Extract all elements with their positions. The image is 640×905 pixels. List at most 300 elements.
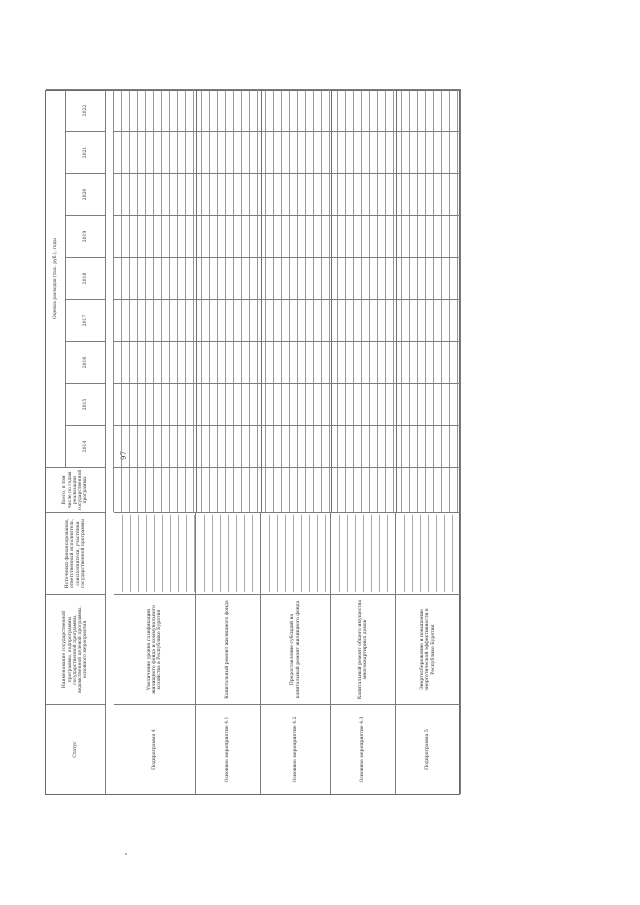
value-cell — [450, 426, 458, 467]
value-cell — [122, 384, 130, 425]
value-cell — [338, 216, 346, 257]
value-cell — [186, 174, 194, 215]
value-cell — [258, 426, 266, 467]
value-cell — [178, 258, 186, 299]
value-cell — [242, 174, 250, 215]
value-cell — [154, 426, 162, 467]
value-cell — [122, 174, 130, 215]
header-year: 2018 — [66, 257, 106, 299]
value-cell — [202, 342, 210, 383]
value-cell — [170, 342, 178, 383]
value-cell — [434, 342, 442, 383]
value-cell — [122, 216, 130, 257]
value-cell — [250, 384, 258, 425]
value-cell — [178, 426, 186, 467]
value-cell — [346, 300, 354, 341]
value-cell — [314, 342, 322, 383]
value-cell — [202, 300, 210, 341]
value-cell — [250, 426, 258, 467]
value-cell — [162, 216, 170, 257]
value-cell — [426, 426, 434, 467]
value-cell — [434, 258, 442, 299]
value-cell — [370, 384, 378, 425]
value-cell — [250, 258, 258, 299]
total-column — [114, 467, 461, 512]
year-column — [114, 341, 461, 383]
value-cell — [218, 426, 226, 467]
row-separator — [196, 89, 197, 512]
value-cell — [290, 384, 298, 425]
value-cell — [130, 384, 138, 425]
value-cell — [370, 90, 378, 131]
value-cell — [298, 468, 306, 512]
scan-speck — [125, 853, 127, 855]
value-cell — [162, 90, 170, 131]
value-cell — [378, 384, 386, 425]
value-cell — [378, 426, 386, 467]
value-cell — [122, 342, 130, 383]
value-cell — [418, 384, 426, 425]
row-name: Предоставление субсидий на капитальный ремонт жилищного фонда — [261, 594, 331, 704]
value-cell — [266, 384, 274, 425]
value-cell — [154, 300, 162, 341]
value-cell — [130, 174, 138, 215]
value-cell — [186, 426, 194, 467]
value-cell — [242, 342, 250, 383]
value-cell — [346, 216, 354, 257]
value-cell — [122, 300, 130, 341]
value-cell — [314, 174, 322, 215]
value-cell — [122, 468, 130, 512]
value-cell — [138, 132, 146, 173]
value-cell — [306, 468, 314, 512]
value-cell — [226, 426, 234, 467]
value-cell — [258, 384, 266, 425]
value-cell — [122, 426, 130, 467]
year-column — [114, 383, 461, 425]
value-cell — [154, 342, 162, 383]
year-column — [114, 257, 461, 299]
value-cell — [266, 174, 274, 215]
value-cell — [258, 468, 266, 512]
value-cell — [186, 384, 194, 425]
value-cell — [434, 426, 442, 467]
value-cell — [170, 258, 178, 299]
value-cell — [178, 342, 186, 383]
value-cell — [458, 90, 461, 131]
value-cell — [138, 174, 146, 215]
value-cell — [218, 258, 226, 299]
value-cell — [210, 300, 218, 341]
value-cell — [346, 468, 354, 512]
value-cell — [234, 216, 242, 257]
row-separator — [331, 89, 332, 512]
header-name: Наименование государственной программы, подпрограммы государственной программы, ведомственной целевой программы, основного мероприятия — [46, 594, 106, 704]
value-cell — [362, 174, 370, 215]
value-cell — [442, 426, 450, 467]
value-cell — [234, 426, 242, 467]
value-cell — [402, 132, 410, 173]
value-cell — [242, 132, 250, 173]
value-cell — [322, 132, 330, 173]
value-cell — [138, 90, 146, 131]
value-cell — [314, 426, 322, 467]
value-cell — [274, 258, 282, 299]
value-cell — [266, 90, 274, 131]
value-cell — [170, 384, 178, 425]
value-cell — [410, 132, 418, 173]
year-column — [114, 89, 461, 131]
value-cell — [266, 258, 274, 299]
value-cell — [362, 342, 370, 383]
value-cell — [218, 216, 226, 257]
value-cell — [450, 468, 458, 512]
value-cell — [138, 216, 146, 257]
value-cell — [226, 258, 234, 299]
row-name: Капитальный ремонт жилищного фонда — [196, 594, 261, 704]
value-cell — [146, 426, 154, 467]
value-cell — [218, 90, 226, 131]
value-cell — [410, 384, 418, 425]
value-cell — [402, 90, 410, 131]
value-cell — [282, 174, 290, 215]
value-cell — [162, 342, 170, 383]
value-cell — [234, 258, 242, 299]
value-cell — [354, 258, 362, 299]
value-cell — [242, 384, 250, 425]
value-cell — [130, 300, 138, 341]
value-cell — [290, 216, 298, 257]
value-cell — [154, 174, 162, 215]
value-cell — [282, 216, 290, 257]
value-cell — [122, 132, 130, 173]
value-cell — [178, 468, 186, 512]
value-cell — [210, 384, 218, 425]
value-cell — [210, 216, 218, 257]
rotated-table-wrapper — [45, 90, 460, 795]
year-column — [114, 173, 461, 215]
value-cell — [258, 258, 266, 299]
value-cell — [306, 258, 314, 299]
value-cell — [338, 342, 346, 383]
value-cell — [210, 468, 218, 512]
value-cell — [186, 258, 194, 299]
value-cell — [346, 342, 354, 383]
value-cell — [186, 132, 194, 173]
value-cell — [146, 468, 154, 512]
value-cell — [426, 342, 434, 383]
value-cell — [170, 174, 178, 215]
header-sources: Источники финансирования, ответственный исполнитель, соисполнители, участники государственной программы — [46, 512, 106, 594]
value-cell — [450, 300, 458, 341]
value-cell — [114, 174, 122, 215]
row-name: Капитальный ремонт общего имущества многоквартирных домов — [331, 594, 396, 704]
value-cell — [306, 132, 314, 173]
value-cell — [154, 216, 162, 257]
value-cell — [290, 426, 298, 467]
value-cell — [226, 342, 234, 383]
value-cell — [114, 258, 122, 299]
value-cell — [274, 90, 282, 131]
value-cell — [258, 216, 266, 257]
value-cell — [298, 426, 306, 467]
value-cell — [202, 258, 210, 299]
value-cell — [202, 468, 210, 512]
value-cell — [410, 174, 418, 215]
value-cell — [130, 342, 138, 383]
year-column — [114, 299, 461, 341]
value-cell — [290, 132, 298, 173]
value-cell — [354, 300, 362, 341]
value-cell — [146, 300, 154, 341]
value-cell — [450, 90, 458, 131]
value-cell — [178, 132, 186, 173]
value-cell — [210, 342, 218, 383]
value-cell — [242, 216, 250, 257]
value-cell — [402, 258, 410, 299]
value-cell — [226, 216, 234, 257]
value-cell — [234, 90, 242, 131]
value-cell — [162, 174, 170, 215]
value-cell — [410, 342, 418, 383]
value-cell — [314, 468, 322, 512]
value-cell — [458, 468, 461, 512]
value-cell — [250, 216, 258, 257]
value-cell — [306, 174, 314, 215]
header-total: Всего, в том числе по годам реализации государственной программы — [46, 467, 106, 512]
value-cell — [418, 174, 426, 215]
value-cell — [322, 426, 330, 467]
value-cell — [266, 468, 274, 512]
value-cell — [218, 132, 226, 173]
row-sources — [331, 512, 396, 594]
value-cell — [162, 258, 170, 299]
value-cell — [282, 342, 290, 383]
value-cell — [442, 258, 450, 299]
value-cell — [418, 300, 426, 341]
value-cell — [266, 426, 274, 467]
value-cell — [298, 342, 306, 383]
value-cell — [442, 300, 450, 341]
value-cell — [442, 174, 450, 215]
value-cell — [178, 174, 186, 215]
page-number: 97 — [120, 451, 128, 460]
value-cell — [162, 384, 170, 425]
value-cell — [234, 132, 242, 173]
value-cell — [138, 342, 146, 383]
value-cell — [282, 468, 290, 512]
value-cell — [418, 426, 426, 467]
value-cell — [458, 132, 461, 173]
value-cell — [186, 90, 194, 131]
value-cell — [362, 468, 370, 512]
value-cell — [378, 216, 386, 257]
value-cell — [242, 300, 250, 341]
value-cell — [146, 174, 154, 215]
value-cell — [362, 426, 370, 467]
value-cell — [410, 300, 418, 341]
value-cell — [146, 216, 154, 257]
value-cell — [354, 384, 362, 425]
value-cell — [274, 174, 282, 215]
header-year: 2015 — [66, 383, 106, 425]
value-cell — [170, 426, 178, 467]
value-cell — [170, 300, 178, 341]
value-cell — [274, 216, 282, 257]
value-cell — [322, 300, 330, 341]
value-cell — [226, 384, 234, 425]
value-cell — [250, 300, 258, 341]
value-cell — [162, 132, 170, 173]
value-cell — [354, 90, 362, 131]
value-cell — [218, 300, 226, 341]
value-cell — [146, 258, 154, 299]
value-cell — [450, 216, 458, 257]
value-cell — [146, 132, 154, 173]
value-cell — [362, 216, 370, 257]
value-cell — [434, 384, 442, 425]
value-cell — [338, 174, 346, 215]
value-cell — [370, 342, 378, 383]
value-cell — [258, 90, 266, 131]
value-cell — [202, 174, 210, 215]
expenditure-table — [45, 90, 460, 795]
value-cell — [354, 132, 362, 173]
value-cell — [338, 90, 346, 131]
row-name: Увеличение уровня газификации жилищного фонда и коммунального хозяйства в Республике Бурятия — [114, 594, 196, 704]
value-cell — [274, 342, 282, 383]
value-cell — [282, 132, 290, 173]
value-cell — [202, 384, 210, 425]
value-cell — [378, 342, 386, 383]
value-cell — [442, 468, 450, 512]
row-sources — [396, 512, 461, 594]
value-cell — [314, 300, 322, 341]
value-cell — [122, 258, 130, 299]
header-year: 2014 — [66, 425, 106, 467]
value-cell — [370, 132, 378, 173]
value-cell — [162, 300, 170, 341]
value-cell — [370, 258, 378, 299]
value-cell — [170, 216, 178, 257]
value-cell — [210, 258, 218, 299]
value-cell — [186, 300, 194, 341]
value-cell — [306, 300, 314, 341]
value-cell — [338, 468, 346, 512]
value-cell — [442, 216, 450, 257]
subprogram-banner — [106, 89, 114, 512]
value-cell — [442, 90, 450, 131]
value-cell — [234, 174, 242, 215]
value-cell — [306, 426, 314, 467]
value-cell — [258, 342, 266, 383]
value-cell — [402, 426, 410, 467]
value-cell — [314, 132, 322, 173]
value-cell — [354, 468, 362, 512]
value-cell — [458, 342, 461, 383]
row-status: Основное мероприятие 4.2 — [261, 704, 331, 794]
value-cell — [322, 384, 330, 425]
value-cell — [138, 300, 146, 341]
value-cell — [386, 174, 394, 215]
value-cell — [362, 300, 370, 341]
value-cell — [202, 90, 210, 131]
value-cell — [266, 132, 274, 173]
value-cell — [210, 426, 218, 467]
value-cell — [274, 426, 282, 467]
value-cell — [186, 342, 194, 383]
value-cell — [250, 468, 258, 512]
value-cell — [298, 90, 306, 131]
value-cell — [226, 468, 234, 512]
value-cell — [410, 426, 418, 467]
value-cell — [266, 216, 274, 257]
value-cell — [138, 258, 146, 299]
value-cell — [298, 258, 306, 299]
year-column — [114, 215, 461, 257]
value-cell — [162, 426, 170, 467]
value-cell — [218, 342, 226, 383]
value-cell — [362, 132, 370, 173]
value-cell — [274, 132, 282, 173]
value-cell — [410, 258, 418, 299]
value-cell — [370, 300, 378, 341]
row-separator — [396, 89, 397, 512]
value-cell — [298, 216, 306, 257]
value-cell — [306, 90, 314, 131]
value-cell — [378, 174, 386, 215]
value-cell — [298, 384, 306, 425]
value-cell — [338, 258, 346, 299]
value-cell — [378, 300, 386, 341]
value-cell — [386, 90, 394, 131]
value-cell — [234, 468, 242, 512]
value-cell — [114, 384, 122, 425]
value-cell — [426, 258, 434, 299]
row-status: Подпрограмма 4 — [114, 704, 196, 794]
value-cell — [450, 132, 458, 173]
value-cell — [218, 468, 226, 512]
value-cell — [258, 300, 266, 341]
value-cell — [130, 90, 138, 131]
value-cell — [218, 384, 226, 425]
value-cell — [426, 132, 434, 173]
value-cell — [242, 426, 250, 467]
row-name: Энергосбережение и повышение энергетической эффективности в Республике Бурятия — [396, 594, 461, 704]
value-cell — [434, 300, 442, 341]
value-cell — [434, 174, 442, 215]
value-cell — [434, 90, 442, 131]
value-cell — [450, 384, 458, 425]
value-cell — [410, 216, 418, 257]
value-cell — [202, 216, 210, 257]
value-cell — [418, 216, 426, 257]
value-cell — [458, 216, 461, 257]
value-cell — [354, 216, 362, 257]
value-cell — [250, 342, 258, 383]
value-cell — [290, 90, 298, 131]
value-cell — [386, 468, 394, 512]
value-cell — [418, 468, 426, 512]
value-cell — [338, 426, 346, 467]
value-cell — [402, 216, 410, 257]
value-cell — [402, 300, 410, 341]
value-cell — [234, 342, 242, 383]
value-cell — [322, 258, 330, 299]
row-sources — [196, 512, 261, 594]
value-cell — [362, 384, 370, 425]
value-cell — [290, 468, 298, 512]
